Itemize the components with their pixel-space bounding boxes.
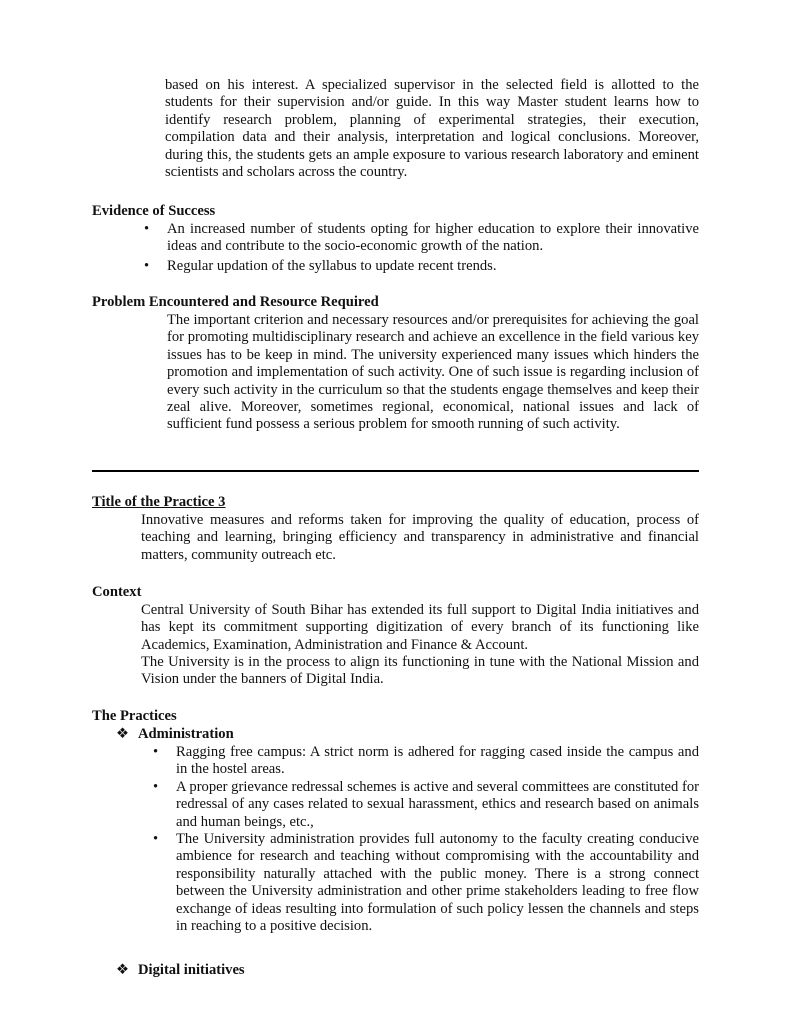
evidence-list (142, 221, 699, 275)
section-divider (92, 470, 699, 472)
list-item: • A proper grievance redressal schemes is active and several committees are constituted for redressal of any cases related to sexual harassment, ethics and research based on animals and human beings, etc., (151, 779, 699, 831)
intro-paragraph: based on his interest. A specialized supervisor in the selected field is allotted to the students for their supervision and/or guide. In this way Master student learns how to identify research problem, planning of experimental strategies, their execution, compilation data and their analysis, interpretation and logical conclusions. Moreover, during this, the students gets an ample exposure to various research laboratory and eminent scientists and scholars across the country. (165, 77, 699, 181)
practices-heading: The Practices (92, 708, 177, 724)
diamond-bullet-icon: ❖ (116, 726, 130, 742)
context-heading: Context (92, 584, 142, 600)
practice3-heading: Title of the Practice 3 (92, 494, 226, 510)
digital-initiatives-subheading (116, 962, 245, 979)
context-paragraph-1: Central University of South Bihar has extended its full support to Digital India initiatives and has kept its commitment supporting digitization of every branch of its functioning like Academics, Examination, Administration and Finance & Account. (141, 602, 699, 653)
list-item: • Regular updation of the syllabus to update recent trends. (142, 258, 699, 275)
practice3-paragraph: Innovative measures and reforms taken for improving the quality of education, process of teaching and learning, bringing efficiency and transparency in administrative and financial matters, community outreach etc. (141, 512, 699, 563)
digital-initiatives-label: Digital initiatives (138, 962, 245, 978)
administration-subheading (116, 726, 234, 743)
context-paragraph-2: The University is in the process to align its functioning in tune with the National Mission and Vision under the banners of Digital India. (141, 654, 699, 688)
list-item: • The University administration provides full autonomy to the faculty creating conducive ambience for research and teaching without compromising with the accountability and responsibility naturally attached with the public money. There is a strong connect between the University administration and other prime stakeholders leading to free flow exchange of ideas resulting into formulation of such policy lessen the channels and steps in reaching to a positive decision. (151, 831, 699, 935)
problem-paragraph: The important criterion and necessary resources and/or prerequisites for achieving the goal for promoting multidisciplinary research and achieve an excellence in the field various key issues has to be keep in mind. The university experienced many issues which hinders the promotion and implementation of such activity. One of such issue is regarding inclusion of every such activity in the curriculum so that the students engage themselves and keep their zeal alive. Moreover, sometimes regional, economical, national issues and lack of sufficient fund possess a serious problem for smooth running of such activity. (167, 312, 699, 433)
evidence-heading: Evidence of Success (92, 203, 216, 219)
problem-heading: Problem Encountered and Resource Required (92, 294, 379, 310)
diamond-bullet-icon: ❖ (116, 962, 130, 978)
list-item: • Ragging free campus: A strict norm is adhered for ragging cased inside the campus and in the hostel areas. (151, 744, 699, 779)
administration-label: Administration (138, 726, 234, 742)
administration-list (151, 744, 699, 935)
list-item: • An increased number of students opting for higher education to explore their innovative ideas and contribute to the socio-economic growth of the nation. (142, 221, 699, 256)
